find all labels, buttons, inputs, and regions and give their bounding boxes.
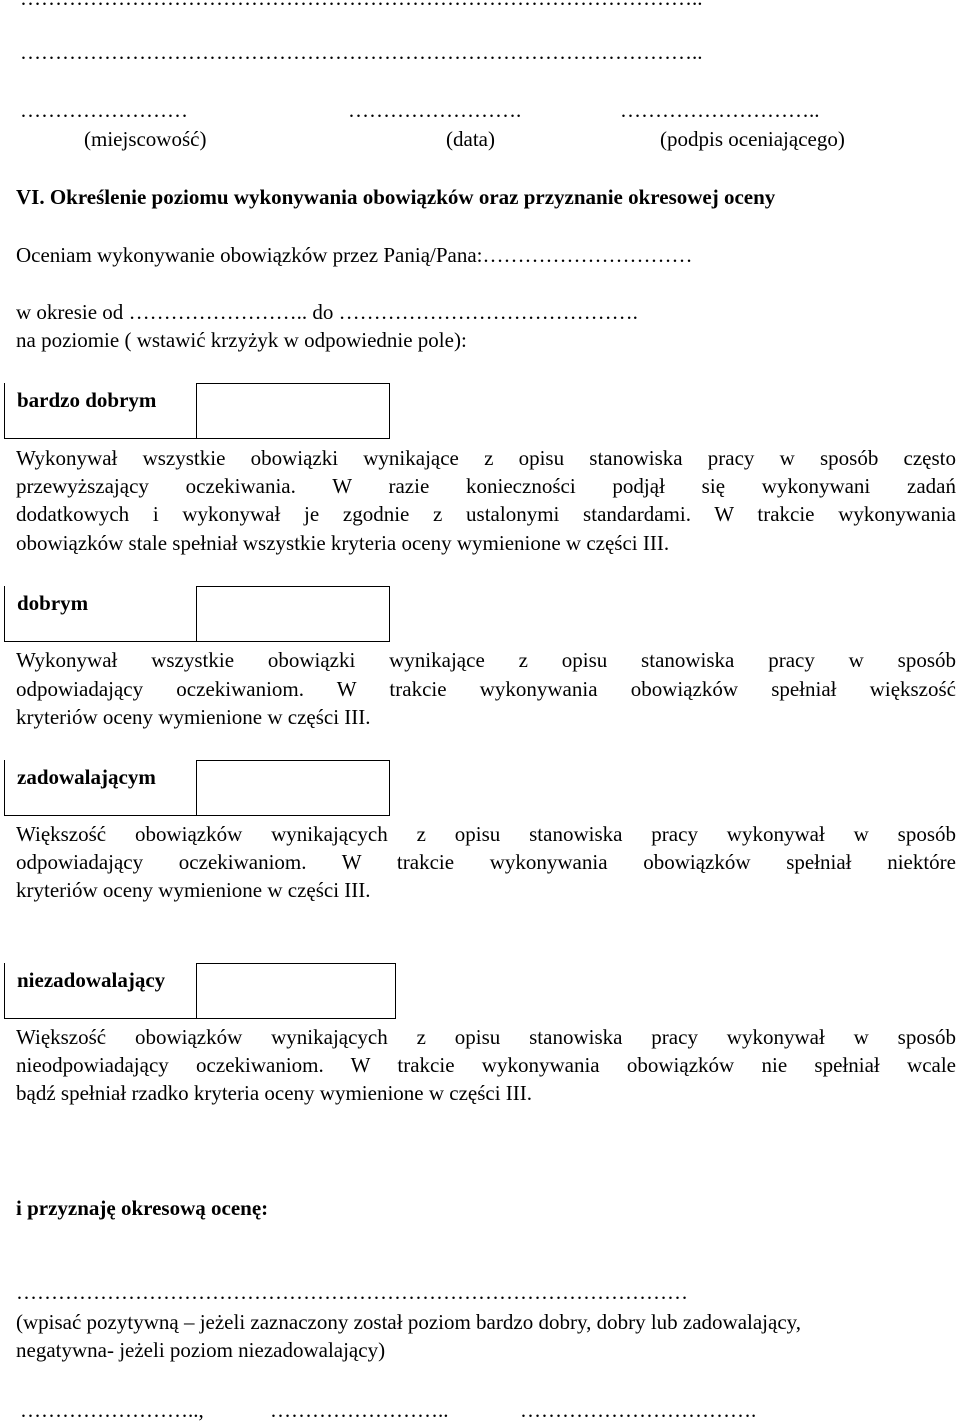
checkbox-very-good[interactable]: [196, 383, 390, 439]
level-label-satisfactory: zadowalającym: [4, 760, 196, 816]
period-to-label: . do: [301, 300, 334, 324]
assess-dots: …………………………: [482, 243, 693, 267]
place-label: (miejscowość): [84, 127, 207, 151]
sign-dots: ………………………..: [620, 98, 820, 122]
level-desc-satisfactory-line1: Większość obowiązków wynikających z opisu stanowiska pracy wykonywał w sposób: [16, 822, 956, 846]
period-from-label: w okresie od: [16, 300, 124, 324]
section-title: VI. Określenie poziomu wykonywania obowiązków oraz przyznanie okresowej oceny: [16, 185, 776, 209]
place-dots: ……………………: [20, 98, 188, 122]
checkbox-satisfactory[interactable]: [196, 760, 390, 816]
signature-dots-line2: ……………………………………………………………………………………..: [20, 40, 703, 64]
level-desc-satisfactory-line2: odpowiadający oczekiwaniom. W trakcie wykonywania obowiązków spełniał niektóre: [16, 850, 956, 874]
grant-note-line2: negatywna- jeżeli poziom niezadowalający): [16, 1338, 386, 1362]
signature-dots-line1: [20, 0, 703, 11]
level-desc-good-line2: odpowiadający oczekiwaniom. W trakcie wykonywania obowiązków spełniał większość: [16, 677, 956, 701]
checkbox-unsatisfactory[interactable]: [196, 963, 396, 1019]
sign-label: (podpis oceniającego): [660, 127, 845, 151]
date-dots: …………………….: [348, 98, 522, 122]
footer-dots-date: ……………………..: [270, 1398, 449, 1422]
level-label-very-good: bardzo dobrym: [4, 383, 196, 439]
period-to-dots: …………………………………….: [338, 300, 638, 324]
level-desc-unsatisfactory-line3: bądź spełniał rzadko kryteria oceny wymienione w części III.: [16, 1081, 533, 1105]
level-desc-satisfactory-line3: kryteriów oceny wymienione w części III.: [16, 878, 371, 902]
level-desc-very-good-line1: Wykonywał wszystkie obowiązki wynikające z opisu stanowiska pracy w sposób często: [16, 446, 956, 470]
level-desc-very-good-line2: przewyższający oczekiwania. W razie konieczności podjął się wykonywani zadań: [16, 474, 956, 498]
grant-title: i przyznaję okresową ocenę:: [16, 1196, 269, 1220]
level-desc-very-good-line4: obowiązków stale spełniał wszystkie kryteria oceny wymienione w części III.: [16, 531, 670, 555]
footer-dots-place: ……………………..,: [20, 1398, 204, 1422]
instruction-text: na poziomie ( wstawić krzyżyk w odpowiednie pole):: [16, 328, 467, 352]
assess-line: [16, 243, 693, 268]
period-line: [16, 300, 638, 325]
level-label-unsatisfactory: niezadowalający: [4, 963, 196, 1019]
assess-text: Oceniam wykonywanie obowiązków przez Panią/Pana:: [16, 243, 483, 267]
level-desc-good-line1: Wykonywał wszystkie obowiązki wynikające z opisu stanowiska pracy w sposób: [16, 648, 956, 672]
level-desc-good-line3: kryteriów oceny wymienione w części III.: [16, 705, 371, 729]
checkbox-good[interactable]: [196, 586, 390, 642]
level-label-good: dobrym: [4, 586, 196, 642]
grant-dots[interactable]: ……………………………………………………………………………………: [16, 1280, 688, 1304]
level-desc-very-good-line3: dodatkowych i wykonywał je zgodnie z ustalonymi standardami. W trakcie wykonywania: [16, 502, 956, 526]
grant-note-line1: (wpisać pozytywną – jeżeli zaznaczony został poziom bardzo dobry, dobry lub zadowalający,: [16, 1310, 802, 1334]
level-desc-unsatisfactory-line1: Większość obowiązków wynikających z opisu stanowiska pracy wykonywał w sposób: [16, 1025, 956, 1049]
date-label: (data): [446, 127, 495, 151]
level-desc-unsatisfactory-line2: nieodpowiadający oczekiwaniom. W trakcie wykonywania obowiązków nie spełniał wcale: [16, 1053, 956, 1077]
footer-dots-sign: …………………………….: [520, 1398, 757, 1422]
period-from-dots: …………………….: [128, 300, 302, 324]
